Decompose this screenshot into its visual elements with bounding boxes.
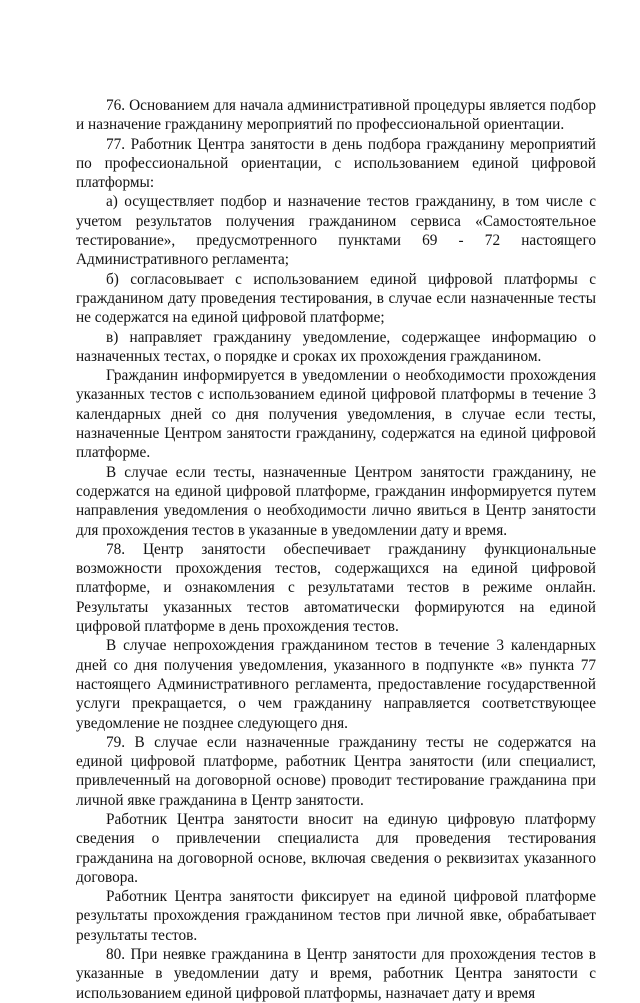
paragraph-78-termination: В случае непрохождения гражданином тестов в течение 3 календарных дней со дня получения уведомления, указанного в подпункте «в» пункта 77 настоящего Административного регламента, предоставление государственной услуги прекращается, о чем гражданину направляется соответствующее уведомление не позднее следующего дня. bbox=[76, 637, 596, 732]
paragraph-77: 77. Работник Центра занятости в день подбора гражданину мероприятий по профессиональной ориентации, с использованием единой цифровой платформы: bbox=[76, 135, 596, 192]
paragraph-78: 78. Центр занятости обеспечивает гражданину функциональные возможности прохождения тестов, содержащихся на единой цифровой платформе, и ознакомления с результатами тестов в режиме онлайн. Результаты указанных тестов автоматически формируются на единой цифровой платформе в день прохождения тестов. bbox=[76, 540, 596, 636]
paragraph-76: 76. Основанием для начала административной процедуры является подбор и назначение гражданину мероприятий по профессиональной ориентации. bbox=[76, 97, 596, 134]
document-page bbox=[76, 96, 596, 1003]
paragraph-notification-in-person: В случае если тесты, назначенные Центром занятости гражданину, не содержатся на единой цифровой платформе, гражданин информируется путем направления уведомления о необходимости лично явиться в Центр занятости для прохождения тестов в указанные в уведомлении дату и время. bbox=[76, 463, 596, 539]
paragraph-79: 79. В случае если назначенные гражданину тесты не содержатся на единой цифровой платформе, работник Центра занятости (или специалист, привлеченный на договорной основе) проводит тестирование гражданина при личной явке гражданина в Центр занятости. bbox=[76, 733, 596, 809]
paragraph-77-a: а) осуществляет подбор и назначение тестов гражданину, в том числе с учетом результатов получения гражданином сервиса «Самостоятельное тестирование», предусмотренного пунктами 69 - 72 настоящего Административного регламента; bbox=[76, 193, 596, 269]
paragraph-79-results: Работник Центра занятости фиксирует на единой цифровой платформе результаты прохождения гражданином тестов при личной явке, обрабатывает результаты тестов. bbox=[76, 888, 596, 944]
paragraph-79-specialist: Работник Центра занятости вносит на единую цифровую платформу сведения о привлечении специалиста для проведения тестирования гражданина на договорной основе, включая сведения о реквизитах указанного договора. bbox=[76, 810, 596, 886]
paragraph-80: 80. При неявке гражданина в Центр занятости для прохождения тестов в указанные в уведомлении дату и время, работник Центра занятости с использованием единой цифровой платформы, назначает дату и время bbox=[76, 946, 596, 1002]
paragraph-77-v: в) направляет гражданину уведомление, содержащее информацию о назначенных тестах, о порядке и сроках их прохождения гражданином. bbox=[76, 328, 596, 365]
paragraph-77-b: б) согласовывает с использованием единой цифровой платформы с гражданином дату проведения тестирования, в случае если назначенные тесты не содержатся на единой цифровой платформе; bbox=[76, 270, 596, 327]
paragraph-notification-online: Гражданин информируется в уведомлении о необходимости прохождения указанных тестов с использованием единой цифровой платформы в течение 3 календарных дней со дня получения уведомления, в случае если тесты, назначенные Центром занятости гражданину, содержатся на единой цифровой платформе. bbox=[76, 367, 596, 462]
